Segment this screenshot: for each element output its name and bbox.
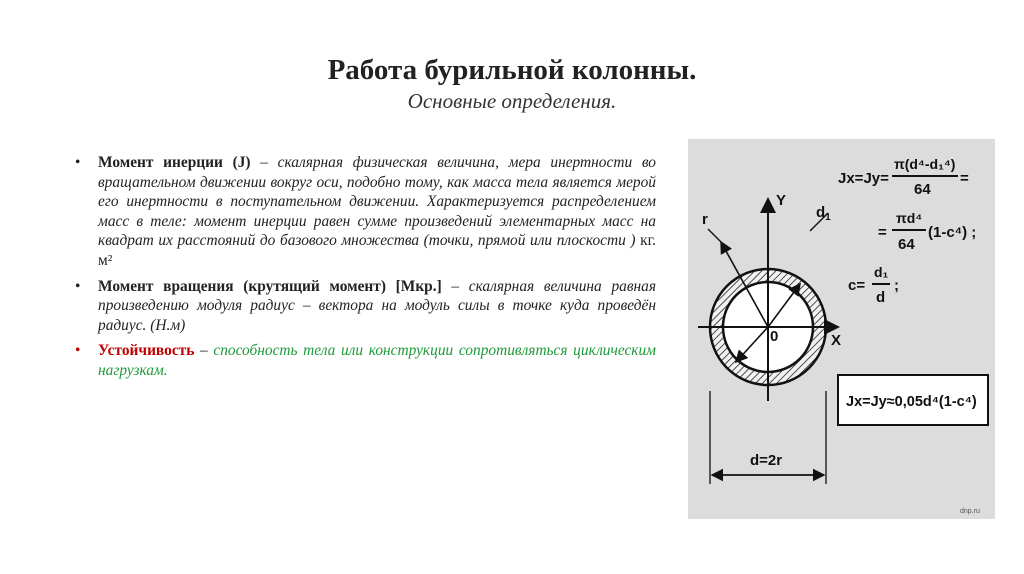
dash: – — [441, 277, 469, 295]
formula3-numerator: d₁ — [874, 264, 889, 280]
unit: кг. м² — [98, 232, 657, 269]
figure-svg — [688, 139, 995, 519]
pipe-cross-section-figure — [688, 139, 995, 519]
formula1-denominator: 64 — [914, 181, 931, 198]
label-r: r — [702, 211, 708, 228]
term: Момент вращения (крутящий момент) [Мкр.] — [98, 277, 442, 295]
dash: – — [194, 342, 214, 360]
slide-title: Работа бурильной колонны. — [327, 54, 697, 86]
bullet-icon: • — [75, 154, 81, 171]
dash: – — [250, 154, 278, 171]
definitions-list — [72, 153, 656, 387]
axis-y-label: Y — [776, 192, 787, 209]
formula3-denominator: d — [876, 289, 886, 306]
boxed-formula: Jx=Jy≈0,05d⁴(1-c⁴) — [846, 394, 977, 410]
origin-label: 0 — [770, 328, 779, 345]
formula2-numerator: πd⁴ — [896, 210, 923, 226]
watermark: dnp.ru — [960, 508, 980, 515]
dimension-label: d=2r — [750, 452, 783, 469]
formula3-lhs: c= — [848, 277, 866, 294]
formula1-numerator: π(d⁴-d₁⁴) — [894, 156, 956, 172]
list-item-stability — [72, 341, 656, 380]
definition: скалярная физическая величина, мера инертности во вращательном движении вокруг оси, подобно тому, как масса тела является мерой его инертности в поступательном движении. Характеризуется распределением масс в теле: момент инерции равен сумме произведений элементарных масс на квадрат их расстояний до базового множества (точки, прямой или плоскости ) — [98, 154, 657, 250]
term: Момент инерции (J) — [98, 154, 251, 171]
formula3-tail: ; — [894, 277, 899, 294]
definition: способность тела или конструкции сопротивляться циклическим нагрузкам. — [98, 342, 657, 379]
list-item-torque — [72, 277, 656, 336]
definition: скалярная величина равная произведению модуля радиус – вектора на модуль силы в точке куда проведён радиус. (Н.м) — [98, 277, 656, 334]
bullet-icon: • — [75, 342, 81, 360]
formula2-tail: (1-c⁴) ; — [928, 224, 977, 241]
list-item-moment-of-inertia — [72, 153, 656, 271]
slide-header — [0, 52, 1024, 114]
formula1-equals: = — [960, 170, 969, 187]
label-d1: $d_1$ — [816, 204, 831, 223]
term: Устойчивость — [98, 342, 195, 360]
axis-x-label: X — [831, 332, 842, 349]
formula2-equals: = — [878, 224, 887, 241]
formula2-denominator: 64 — [898, 236, 915, 253]
slide-subtitle: Основные определения. — [407, 89, 617, 113]
formula1-lhs: Jx=Jy= — [838, 170, 889, 187]
bullet-icon: • — [75, 277, 81, 295]
